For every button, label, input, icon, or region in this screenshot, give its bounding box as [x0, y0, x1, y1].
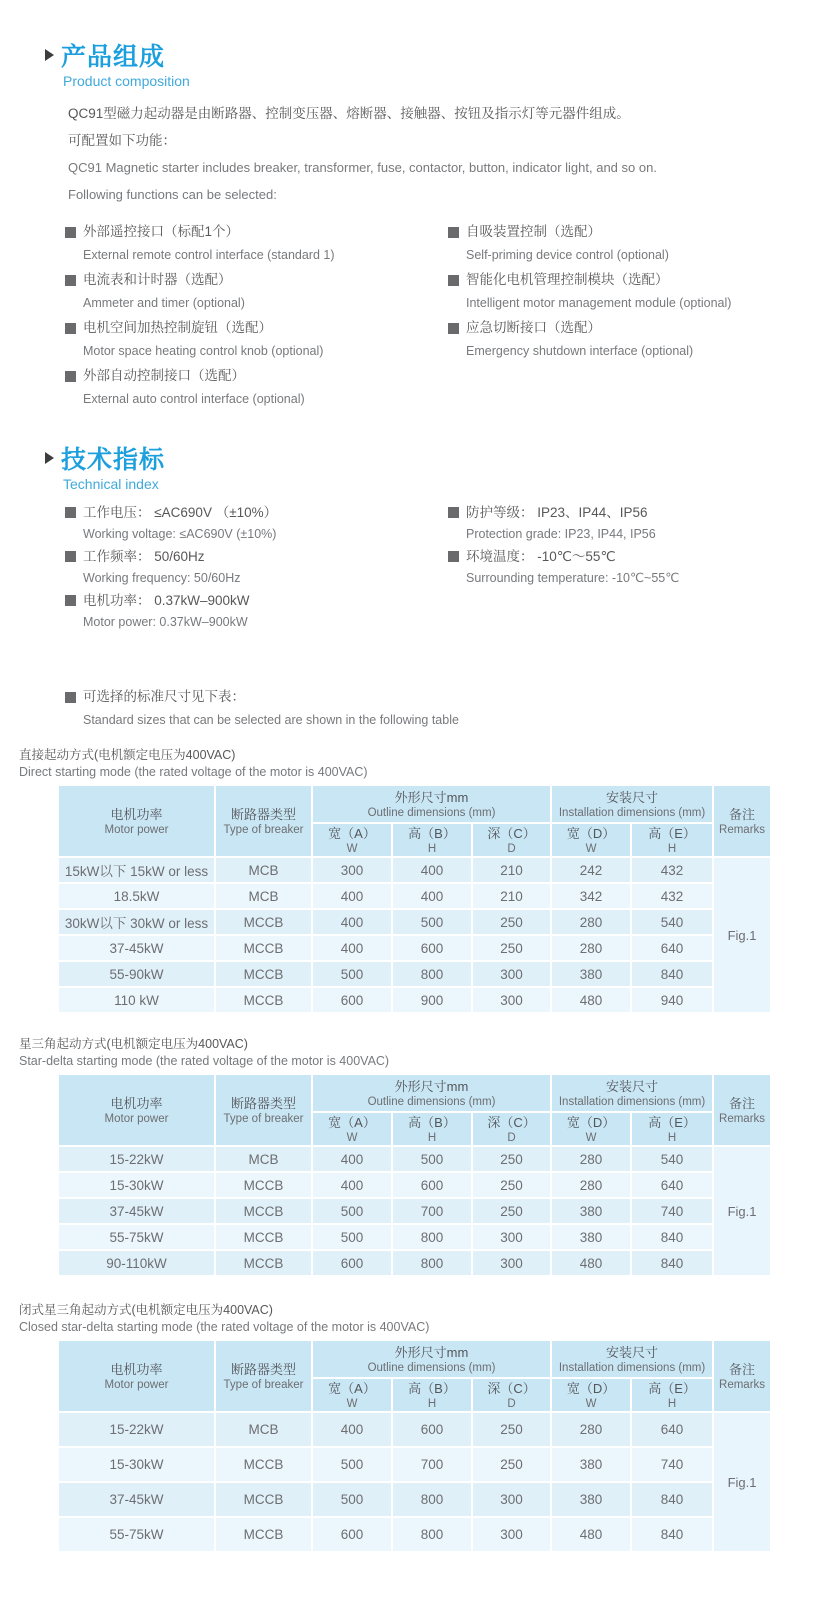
table-cell: 280 [551, 935, 631, 961]
table-row [58, 935, 771, 961]
table-cell: 300 [472, 961, 551, 987]
table-cell: MCB [215, 1412, 312, 1447]
intro-line: QC91 Magnetic starter includes breaker, transformer, fuse, contactor, button, indicator light, and so on. [68, 160, 657, 175]
square-bullet-icon [65, 275, 76, 286]
table-cell: 600 [392, 1172, 472, 1198]
table-cell: 400 [312, 883, 392, 909]
feature-en: External remote control interface (standard 1) [83, 248, 335, 262]
table-cell: MCCB [215, 987, 312, 1013]
table-row [58, 1250, 771, 1276]
table-cell: 380 [551, 1224, 631, 1250]
header-width-a: 宽（A） W [312, 1112, 392, 1146]
square-bullet-icon [65, 227, 76, 238]
header-installation-dimensions: 安装尺寸 Installation dimensions (mm) [551, 1340, 713, 1378]
header-width-a: 宽（A） W [312, 823, 392, 857]
caption-zh: 直接起动方式(电机额定电压为400VAC) [19, 748, 236, 762]
square-bullet-icon [65, 323, 76, 334]
table-cell: 500 [312, 961, 392, 987]
table-head [58, 1074, 771, 1146]
table-row [58, 883, 771, 909]
table-cell: 800 [392, 961, 472, 987]
header-height-e: 高（E） H [631, 1378, 713, 1412]
header-width-a: 宽（A） W [312, 1378, 392, 1412]
table-cell: 380 [551, 1198, 631, 1224]
table-cell: 250 [472, 1447, 551, 1482]
table-cell: 740 [631, 1198, 713, 1224]
feature-en: Ammeter and timer (optional) [83, 296, 245, 310]
feature-item [65, 221, 448, 267]
header-motor-power: 电机功率 Motor power [58, 785, 215, 857]
note-zh: 可选择的标准尺寸见下表： [83, 689, 245, 704]
header-motor-power: 电机功率 Motor power [58, 1340, 215, 1412]
square-bullet-icon [448, 323, 459, 334]
header-width-d: 宽（D） W [551, 1378, 631, 1412]
table-cell: 840 [631, 1482, 713, 1517]
table-body [58, 857, 771, 1013]
table-cell: 500 [312, 1447, 392, 1482]
table-cell: MCCB [215, 961, 312, 987]
spec-item [65, 546, 448, 590]
feature-item [448, 317, 830, 363]
table-cell: MCCB [215, 1250, 312, 1276]
table-cell: 500 [392, 909, 472, 935]
table-head [58, 785, 771, 857]
table-cell: 250 [472, 1146, 551, 1172]
spec-item [65, 502, 448, 546]
square-bullet-icon [65, 551, 76, 562]
table-cell: 740 [631, 1447, 713, 1482]
feature-item [65, 269, 448, 315]
closed-star-delta-starting-table [57, 1339, 772, 1553]
table-cell: 280 [551, 1146, 631, 1172]
table-cell: 700 [392, 1198, 472, 1224]
spec-zh: 电机功率： 0.37kW–900kW [83, 593, 250, 608]
table-cell: 600 [392, 1412, 472, 1447]
technical-index-section [45, 443, 830, 634]
table-cell: 380 [551, 961, 631, 987]
table-row [58, 1447, 771, 1482]
header-width-d: 宽（D） W [551, 823, 631, 857]
table-row [58, 1482, 771, 1517]
table-cell: 840 [631, 1250, 713, 1276]
feature-item [65, 317, 448, 363]
table-cell: MCB [215, 883, 312, 909]
header-depth-c: 深（C） D [472, 1378, 551, 1412]
table-cell: 400 [312, 1146, 392, 1172]
table-row [58, 987, 771, 1013]
table-cell: 250 [472, 1412, 551, 1447]
table-cell: 500 [392, 1146, 472, 1172]
header-height-b: 高（B） H [392, 1112, 472, 1146]
table-row [58, 857, 771, 883]
feature-item [448, 221, 830, 267]
square-bullet-icon [65, 595, 76, 606]
direct-starting-table [57, 784, 772, 1014]
star-delta-starting-table [57, 1073, 772, 1277]
feature-zh: 自吸装置控制（选配） [466, 224, 601, 239]
product-intro [68, 100, 830, 208]
header-remarks: 备注 Remarks [713, 1074, 771, 1146]
header-motor-power: 电机功率 Motor power [58, 1074, 215, 1146]
feature-list [65, 221, 830, 413]
table-cell: 242 [551, 857, 631, 883]
table-cell: 300 [472, 1224, 551, 1250]
table-cell: MCCB [215, 1172, 312, 1198]
feature-zh: 应急切断接口（选配） [466, 320, 601, 335]
table-cell: 300 [472, 1250, 551, 1276]
table-cell: 700 [392, 1447, 472, 1482]
caption-en: Closed star-delta starting mode (the rated voltage of the motor is 400VAC) [19, 1320, 430, 1334]
caption-zh: 星三角起动方式(电机额定电压为400VAC) [19, 1037, 248, 1051]
table-row [58, 1412, 771, 1447]
table-cell: 640 [631, 1172, 713, 1198]
table-cell: 600 [312, 987, 392, 1013]
table-row [58, 1146, 771, 1172]
feature-item [65, 365, 448, 411]
table-cell: MCCB [215, 909, 312, 935]
spec-en: Motor power: 0.37kW–900kW [83, 615, 248, 629]
table-cell: 800 [392, 1517, 472, 1552]
table-cell: 30kW以下 30kW or less [58, 909, 215, 935]
spec-item [448, 546, 830, 590]
header-height-b: 高（B） H [392, 823, 472, 857]
feature-en: Self-priming device control (optional) [466, 248, 669, 262]
table-cell: 900 [392, 987, 472, 1013]
table-cell: 15-22kW [58, 1412, 215, 1447]
table-cell: 342 [551, 883, 631, 909]
caption-en: Direct starting mode (the rated voltage of the motor is 400VAC) [19, 765, 368, 779]
table-caption [19, 1036, 830, 1070]
table-cell: 250 [472, 1172, 551, 1198]
feature-zh: 外部遥控接口（标配1个） [83, 224, 240, 239]
table-cell: 840 [631, 961, 713, 987]
table-cell: 400 [312, 1412, 392, 1447]
feature-zh: 电流表和计时器（选配） [83, 272, 232, 287]
table-row [58, 1517, 771, 1552]
header-outline-dimensions: 外形尺寸mm Outline dimensions (mm) [312, 785, 551, 823]
table-cell: 280 [551, 1412, 631, 1447]
table-cell: 380 [551, 1482, 631, 1517]
table-cell: 400 [392, 883, 472, 909]
header-depth-c: 深（C） D [472, 823, 551, 857]
section-title-en: Technical index [63, 476, 159, 492]
header-installation-dimensions: 安装尺寸 Installation dimensions (mm) [551, 1074, 713, 1112]
table-cell: 15-22kW [58, 1146, 215, 1172]
intro-line: QC91型磁力起动器是由断路器、控制变压器、熔断器、接触器、按钮及指示灯等元器件组成。 [68, 106, 630, 121]
table-cell: 500 [312, 1198, 392, 1224]
table-cell: MCB [215, 857, 312, 883]
square-bullet-icon [448, 551, 459, 562]
triangle-right-icon [45, 49, 54, 61]
table-cell: 300 [472, 987, 551, 1013]
table-cell: 500 [312, 1482, 392, 1517]
table-row [58, 1198, 771, 1224]
section-title-row [45, 443, 830, 473]
header-breaker-type: 断路器类型 Type of breaker [215, 1074, 312, 1146]
spec-en: Working frequency: 50/60Hz [83, 571, 241, 585]
table-cell: 540 [631, 909, 713, 935]
table-cell: 480 [551, 987, 631, 1013]
table-cell: 250 [472, 935, 551, 961]
table-cell: 600 [312, 1517, 392, 1552]
table-cell: 300 [312, 857, 392, 883]
table-cell: 800 [392, 1482, 472, 1517]
header-breaker-type: 断路器类型 Type of breaker [215, 1340, 312, 1412]
table-cell: 37-45kW [58, 935, 215, 961]
table-body [58, 1146, 771, 1276]
square-bullet-icon [448, 227, 459, 238]
table-cell: MCCB [215, 935, 312, 961]
square-bullet-icon [65, 371, 76, 382]
table-cell: 480 [551, 1250, 631, 1276]
feature-item [448, 269, 830, 315]
table-cell: 250 [472, 909, 551, 935]
table-cell: 432 [631, 883, 713, 909]
table-row [58, 961, 771, 987]
table-cell: 55-90kW [58, 961, 215, 987]
product-composition-section [45, 40, 830, 413]
header-outline-dimensions: 外形尺寸mm Outline dimensions (mm) [312, 1340, 551, 1378]
table-caption [19, 747, 830, 781]
spec-en: Protection grade: IP23, IP44, IP56 [466, 527, 656, 541]
table-cell: 640 [631, 935, 713, 961]
spec-zh: 环境温度： -10℃～55℃ [466, 549, 616, 564]
spec-column-right [448, 502, 830, 634]
square-bullet-icon [65, 692, 76, 703]
table-cell: 37-45kW [58, 1482, 215, 1517]
remarks-cell: Fig.1 [713, 1412, 771, 1552]
table-cell: 400 [312, 909, 392, 935]
table-caption [19, 1302, 830, 1336]
feature-zh: 外部自动控制接口（选配） [83, 368, 245, 383]
header-height-e: 高（E） H [631, 1112, 713, 1146]
spec-zh: 工作频率： 50/60Hz [83, 549, 205, 564]
table-cell: 540 [631, 1146, 713, 1172]
header-remarks: 备注 Remarks [713, 1340, 771, 1412]
table-cell: 940 [631, 987, 713, 1013]
table-head [58, 1340, 771, 1412]
table-cell: 90-110kW [58, 1250, 215, 1276]
table-cell: 432 [631, 857, 713, 883]
square-bullet-icon [448, 275, 459, 286]
spec-en: Surrounding temperature: -10℃~55℃ [466, 571, 680, 585]
table-cell: 15-30kW [58, 1172, 215, 1198]
spec-zh: 工作电压： ≤AC690V （±10%） [83, 505, 278, 520]
intro-line: Following functions can be selected: [68, 187, 277, 202]
feature-en: Intelligent motor management module (optional) [466, 296, 732, 310]
table-cell: 400 [392, 857, 472, 883]
table-cell: 210 [472, 883, 551, 909]
table-row [58, 909, 771, 935]
table-cell: MCB [215, 1146, 312, 1172]
table-cell: 18.5kW [58, 883, 215, 909]
table-cell: 400 [312, 1172, 392, 1198]
spec-column-left [65, 502, 448, 634]
spec-item [448, 502, 830, 546]
remarks-cell: Fig.1 [713, 1146, 771, 1276]
section-title-zh: 产品组成 [61, 43, 166, 71]
table-cell: 800 [392, 1250, 472, 1276]
feature-column-left [65, 221, 448, 413]
square-bullet-icon [65, 507, 76, 518]
table-cell: 640 [631, 1412, 713, 1447]
table-cell: 280 [551, 909, 631, 935]
note-en: Standard sizes that can be selected are shown in the following table [83, 713, 459, 727]
table-cell: 55-75kW [58, 1517, 215, 1552]
spec-list [65, 502, 830, 634]
table-cell: MCCB [215, 1198, 312, 1224]
table-cell: 800 [392, 1224, 472, 1250]
square-bullet-icon [448, 507, 459, 518]
header-height-b: 高（B） H [392, 1378, 472, 1412]
table-cell: 37-45kW [58, 1198, 215, 1224]
table-cell: 840 [631, 1224, 713, 1250]
caption-en: Star-delta starting mode (the rated voltage of the motor is 400VAC) [19, 1054, 390, 1068]
header-width-d: 宽（D） W [551, 1112, 631, 1146]
section-title-zh: 技术指标 [61, 446, 166, 474]
header-outline-dimensions: 外形尺寸mm Outline dimensions (mm) [312, 1074, 551, 1112]
header-depth-c: 深（C） D [472, 1112, 551, 1146]
table-body [58, 1412, 771, 1552]
table-cell: MCCB [215, 1517, 312, 1552]
intro-line: 可配置如下功能： [68, 133, 176, 148]
table-row [58, 1224, 771, 1250]
table-cell: MCCB [215, 1224, 312, 1250]
table-row [58, 1172, 771, 1198]
header-height-e: 高（E） H [631, 823, 713, 857]
standard-sizes-note [65, 686, 830, 732]
spec-zh: 防护等级： IP23、IP44、IP56 [466, 505, 648, 520]
caption-zh: 闭式星三角起动方式(电机额定电压为400VAC) [19, 1303, 273, 1317]
table-cell: 600 [392, 935, 472, 961]
header-remarks: 备注 Remarks [713, 785, 771, 857]
table-cell: MCCB [215, 1447, 312, 1482]
table-cell: 300 [472, 1517, 551, 1552]
table-cell: 280 [551, 1172, 631, 1198]
table-cell: 15kW以下 15kW or less [58, 857, 215, 883]
remarks-cell: Fig.1 [713, 857, 771, 1013]
table-cell: 480 [551, 1517, 631, 1552]
table-cell: 600 [312, 1250, 392, 1276]
feature-en: Emergency shutdown interface (optional) [466, 344, 694, 358]
table-cell: 210 [472, 857, 551, 883]
feature-en: External auto control interface (optional) [83, 392, 305, 406]
table-cell: 400 [312, 935, 392, 961]
spec-en: Working voltage: ≤AC690V (±10%) [83, 527, 277, 541]
table-cell: 300 [472, 1482, 551, 1517]
table-cell: MCCB [215, 1482, 312, 1517]
feature-zh: 智能化电机管理控制模块（选配） [466, 272, 669, 287]
header-breaker-type: 断路器类型 Type of breaker [215, 785, 312, 857]
table-cell: 250 [472, 1198, 551, 1224]
section-title-row [45, 40, 830, 70]
section-title-en: Product composition [63, 73, 190, 89]
feature-en: Motor space heating control knob (optional) [83, 344, 324, 358]
table-cell: 840 [631, 1517, 713, 1552]
triangle-right-icon [45, 452, 54, 464]
table-cell: 15-30kW [58, 1447, 215, 1482]
spec-item [65, 590, 448, 634]
table-cell: 380 [551, 1447, 631, 1482]
table-cell: 500 [312, 1224, 392, 1250]
feature-column-right [448, 221, 830, 413]
header-installation-dimensions: 安装尺寸 Installation dimensions (mm) [551, 785, 713, 823]
feature-zh: 电机空间加热控制旋钮（选配） [83, 320, 272, 335]
table-cell: 55-75kW [58, 1224, 215, 1250]
table-cell: 110 kW [58, 987, 215, 1013]
